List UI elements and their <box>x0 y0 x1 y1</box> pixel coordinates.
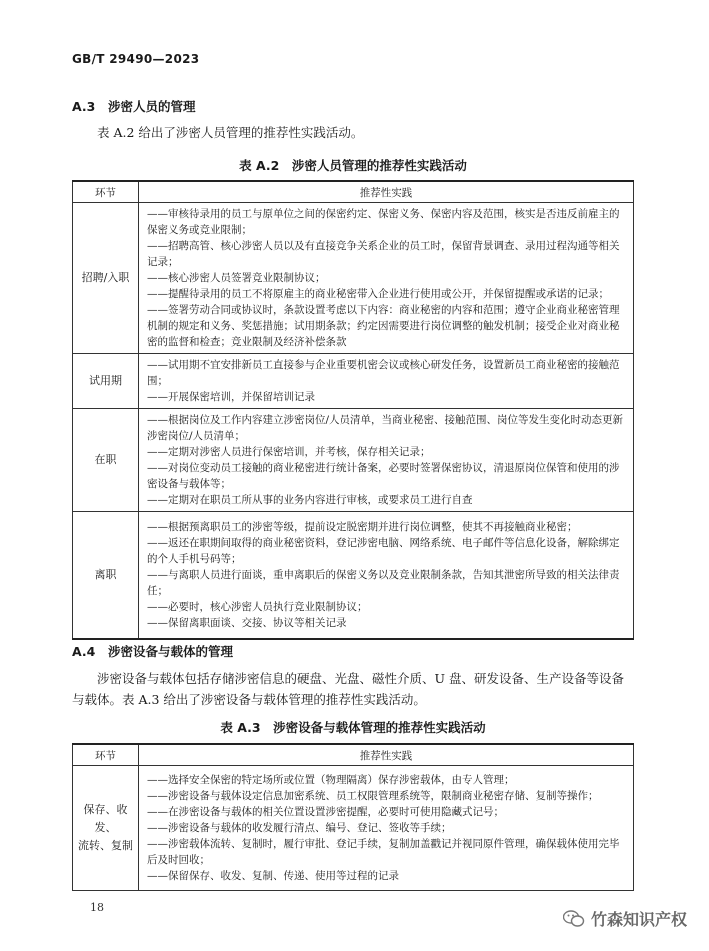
practice-item: ——涉密设备与载体设定信息加密系统、员工权限管理系统等，限制商业秘密存储、复制等操作； <box>147 790 599 802</box>
table-a3-caption: 表 A.3 涉密设备与载体管理的推荐性实践活动 <box>220 720 486 735</box>
column-header-practice: 推荐性实践 <box>139 181 634 203</box>
wechat-icon <box>563 910 585 928</box>
section-a3-heading <box>72 97 196 115</box>
section-title: 涉密设备与载体的管理 <box>108 644 234 659</box>
practice-item: ——签署劳动合同或协议时，条款设置考虑以下内容：商业秘密的内容和范围；遵守企业商业秘密管理机制的规定和义务、奖惩措施；试用期条款；约定因需要进行岗位调整的触发机制；接受企业对商业秘密的监督和检查；竞业限制及经济补偿条款 <box>147 304 620 348</box>
section-number: A.3 <box>72 99 96 114</box>
practice-item: ——选择安全保密的特定场所或位置（物理隔离）保存涉密载体，由专人管理； <box>147 774 515 786</box>
table-row <box>73 512 634 639</box>
table-row <box>73 409 634 512</box>
practice-item: ——涉密载体流转、复制时，履行审批、登记手续，复制加盖戳记并视同原件管理，确保载体使用完毕后及时回收； <box>147 838 620 866</box>
section-a3-intro: 表 A.2 给出了涉密人员管理的推荐性实践活动。 <box>97 125 364 140</box>
practice-item: ——定期对涉密人员进行保密培训，并考核，保存相关记录； <box>147 446 431 458</box>
section-a4-intro: 涉密设备与载体包括存储涉密信息的硬盘、光盘、磁性介质、U 盘、研发设备、生产设备等设备与载体。表 A.3 给出了涉密设备与载体管理的推荐性实践活动。 <box>72 671 625 707</box>
practice-item: ——保留离职面谈、交接、协议等相关记录 <box>147 616 347 629</box>
table-a3 <box>72 743 634 891</box>
practice-item: ——提醒待录用的员工不将原雇主的商业秘密带入企业进行使用或公开，并保留提醒或承诺的记录； <box>147 288 609 300</box>
practice-item: ——招聘高管、核心涉密人员以及有直接竞争关系企业的员工时，保留背景调查、录用过程沟通等相关记录； <box>147 240 620 268</box>
practice-item: ——审核待录用的员工与原单位之间的保密约定、保密义务、保密内容及范围，核实是否违反前雇主的保密义务或竞业限制； <box>147 208 620 236</box>
practice-item: ——与离职人员进行面谈，重申离职后的保密义务以及竞业限制条款，告知其泄密所导致的相关法律责任； <box>147 568 620 597</box>
section-a4-heading <box>72 642 233 660</box>
stage-cell: 招聘/入职 <box>73 203 139 354</box>
table-a2 <box>72 180 634 640</box>
practice-item: ——核心涉密人员签署竞业限制协议； <box>147 272 326 284</box>
table-row <box>73 354 634 409</box>
column-header-stage: 环节 <box>73 181 139 203</box>
column-header-practice: 推荐性实践 <box>139 744 634 766</box>
practice-cell <box>139 354 634 409</box>
stage-cell: 在职 <box>73 409 139 512</box>
stage-cell: 离职 <box>73 512 139 639</box>
practice-item: ——根据预离职员工的涉密等级，提前设定脱密期并进行岗位调整，使其不再接触商业秘密； <box>147 520 578 533</box>
practice-item: ——保留保存、收发、复制、传递、使用等过程的记录 <box>147 870 399 882</box>
practice-item: ——根据岗位及工作内容建立涉密岗位/人员清单，当商业秘密、接触范围、岗位等发生变化时动态更新涉密岗位/人员清单； <box>147 414 624 442</box>
standard-code: GB/T 29490—2023 <box>72 52 200 66</box>
practice-item: ——定期对在职员工所从事的业务内容进行审核，或要求员工进行自查 <box>147 494 473 506</box>
practice-item: ——开展保密培训，并保留培训记录 <box>147 391 315 403</box>
practice-item: ——返还在职期间取得的商业秘密资料，登记涉密电脑、网络系统、电子邮件等信息化设备，解除绑定的个人手机号码等； <box>147 536 620 565</box>
watermark <box>563 907 687 930</box>
table-a2-caption: 表 A.2 涉密人员管理的推荐性实践活动 <box>239 158 467 173</box>
practice-cell <box>139 766 634 891</box>
table-row <box>73 203 634 354</box>
watermark-text: 竹森知识产权 <box>590 910 687 929</box>
practice-item: ——必要时，核心涉密人员执行竞业限制协议； <box>147 600 368 613</box>
practice-cell <box>139 512 634 639</box>
stage-cell: 试用期 <box>73 354 139 409</box>
practice-cell <box>139 409 634 512</box>
section-title: 涉密人员的管理 <box>108 99 196 114</box>
table-row <box>73 766 634 891</box>
practice-item: ——涉密设备与载体的收发履行清点、编号、登记、签收等手续； <box>147 822 452 834</box>
page-number: 18 <box>90 901 104 914</box>
stage-cell <box>73 766 139 891</box>
practice-item: ——在涉密设备与载体的相关位置设置涉密提醒，必要时可使用隐藏式记号； <box>147 806 504 818</box>
section-number: A.4 <box>72 644 96 659</box>
practice-item: ——对岗位变动员工接触的商业秘密进行统计备案，必要时签署保密协议，清退原岗位保管和使用的涉密设备与载体等； <box>147 462 620 490</box>
stage-line: 流转、复制 <box>78 839 133 852</box>
stage-line: 保存、收发、 <box>83 803 128 834</box>
column-header-stage: 环节 <box>73 744 139 766</box>
practice-item: ——试用期不宜安排新员工直接参与企业重要机密会议或核心研发任务，设置新员工商业秘密的接触范围； <box>147 359 620 387</box>
practice-cell <box>139 203 634 354</box>
